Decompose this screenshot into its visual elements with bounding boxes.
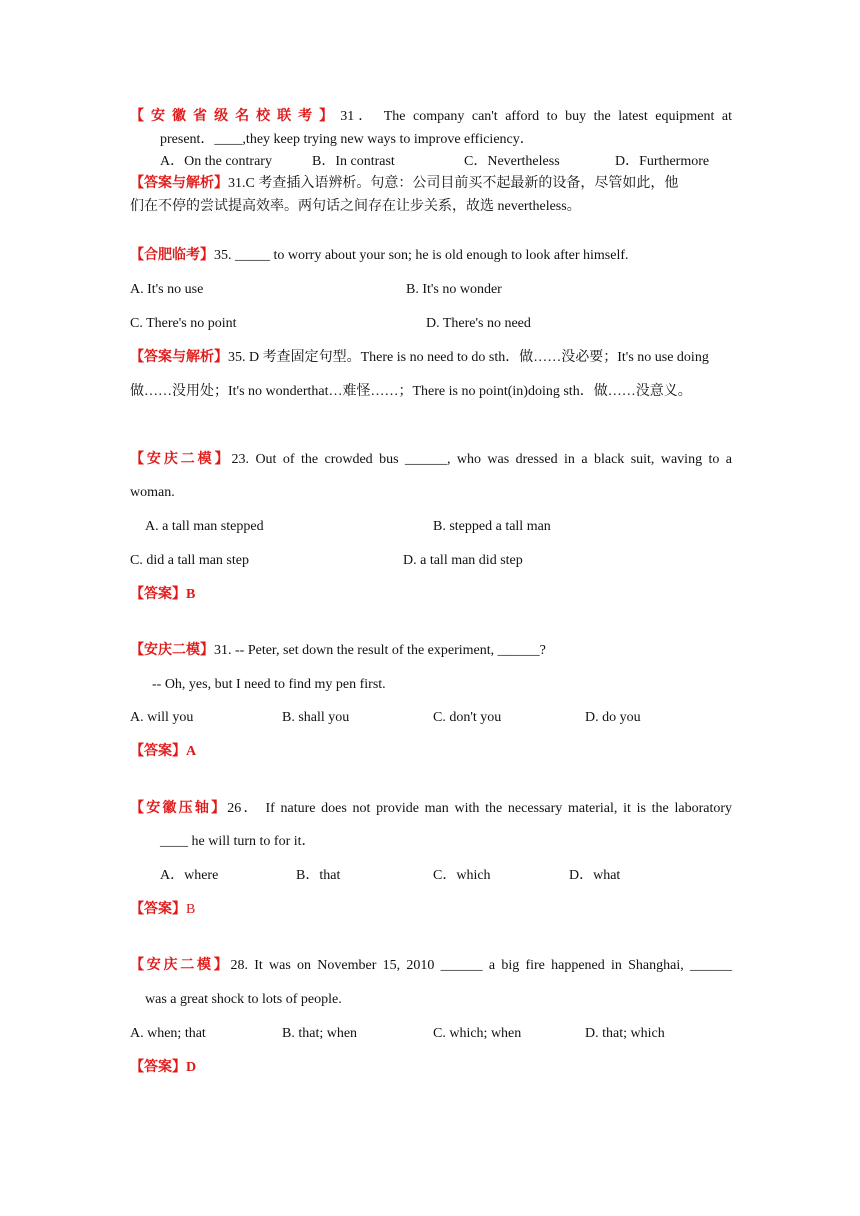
question-5-answer-letter: B — [186, 902, 196, 917]
question-1-source-tag: 【安徽省级名校联考】 — [130, 109, 341, 124]
question-1-option-d: D．Furthermore — [615, 154, 710, 169]
question-5-source-tag: 【安徽压轴】 — [130, 801, 228, 816]
question-1-stem-1: 31． The company can't afford to buy the latest equipment at — [340, 109, 733, 124]
question-1-answer-line-1 — [130, 173, 732, 195]
question-4-answer-tag: 【答案】 — [130, 744, 186, 759]
question-3-stem-1: 23. Out of the crowded bus ______, who was dressed in a black suit, waving to a — [231, 452, 733, 467]
question-2-option-b: B. It's no wonder — [406, 282, 502, 297]
question-3-answer-letter: B — [186, 587, 196, 602]
question-2-option-a: A. It's no use — [130, 282, 204, 297]
question-1-option-c: C．Nevertheless — [464, 154, 560, 169]
question-6-stem-1: 28. It was on November 15, 2010 ______ a big fire happened in Shanghai, ______ — [230, 958, 732, 973]
question-5-answer — [130, 899, 732, 921]
question-6-option-d: D. that; which — [585, 1026, 665, 1041]
question-2-source-tag: 【合肥临考】 — [130, 248, 214, 263]
question-1-option-b: B．In contrast — [312, 154, 395, 169]
question-6-source-tag: 【安庆二模】 — [130, 958, 231, 973]
question-6-option-a: A. when; that — [130, 1026, 206, 1041]
question-6-option-c: C. which; when — [433, 1026, 522, 1041]
question-2-answer-text-1: 35. D 考查固定句型。There is no need to do sth．做……没必要；It's no use doing — [228, 350, 709, 365]
question-3-option-a: A. a tall man stepped — [145, 519, 264, 534]
question-4-stem-2: -- Oh, yes, but I need to find my pen first. — [152, 677, 386, 692]
question-2-answer-text-2: 做……没用处；It's no wonderthat…难怪……；There is no point(in)doing sth．做……没意义。 — [130, 384, 692, 399]
question-3-option-b: B. stepped a tall man — [433, 519, 551, 534]
question-3-answer — [130, 584, 732, 606]
question-4-answer — [130, 741, 732, 763]
question-5-line-1 — [130, 798, 732, 820]
question-6-line-1 — [130, 955, 732, 977]
question-3-source-tag: 【安庆二模】 — [130, 452, 232, 467]
question-5-stem-2: ____ he will turn to for it． — [160, 834, 316, 849]
question-4-stem-1: 31. -- Peter, set down the result of the experiment, ______? — [214, 643, 546, 658]
question-6-answer-letter: D — [186, 1060, 197, 1075]
question-2-answer-tag: 【答案与解析】 — [130, 350, 228, 365]
question-4-option-c: C. don't you — [433, 710, 502, 725]
question-5-answer-tag: 【答案】 — [130, 902, 186, 917]
question-4-source-tag: 【安庆二模】 — [130, 643, 214, 658]
question-6-option-b: B. that; when — [282, 1026, 358, 1041]
question-6-answer — [130, 1057, 732, 1079]
question-5-option-b: B．that — [296, 868, 341, 883]
question-4-line-1 — [130, 640, 732, 662]
question-3-option-c: C. did a tall man step — [130, 553, 249, 568]
question-1-line-1 — [130, 106, 732, 128]
question-2-option-d: D. There's no need — [426, 316, 531, 331]
question-4-option-a: A. will you — [130, 710, 194, 725]
question-4-answer-letter: A — [186, 744, 197, 759]
question-4-option-b: B. shall you — [282, 710, 350, 725]
question-3-answer-tag: 【答案】 — [130, 587, 186, 602]
question-2-option-c: C. There's no point — [130, 316, 237, 331]
question-3-option-d: D. a tall man did step — [403, 553, 523, 568]
question-1-answer-text-2: 们在不停的尝试提高效率。两句话之间存在让步关系，故选 nevertheless。 — [130, 199, 581, 214]
question-3-line-1 — [130, 449, 732, 471]
question-1-option-a: A．On the contrary — [160, 154, 272, 169]
question-4-option-d: D. do you — [585, 710, 641, 725]
question-5-option-a: A．where — [160, 868, 219, 883]
question-1-answer-text-1: 31.C 考查插入语辨析。句意：公司目前买不起最新的设备，尽管如此，他 — [228, 176, 679, 191]
question-5-stem-1: 26． If nature does not provide man with the necessary material, it is the laboratory — [227, 801, 732, 816]
question-2-line-1 — [130, 245, 732, 267]
question-5-option-c: C．which — [433, 868, 491, 883]
question-2-answer-line-1 — [130, 347, 732, 369]
question-6-answer-tag: 【答案】 — [130, 1060, 186, 1075]
question-6-stem-2: was a great shock to lots of people. — [145, 992, 342, 1007]
question-1-stem-2: present．____,they keep trying new ways to improve efficiency． — [160, 132, 534, 147]
question-1-answer-tag: 【答案与解析】 — [130, 176, 228, 191]
question-5-option-d: D．what — [569, 868, 621, 883]
question-3-stem-2: woman. — [130, 485, 175, 500]
question-2-stem: 35. _____ to worry about your son; he is old enough to look after himself. — [214, 248, 629, 263]
